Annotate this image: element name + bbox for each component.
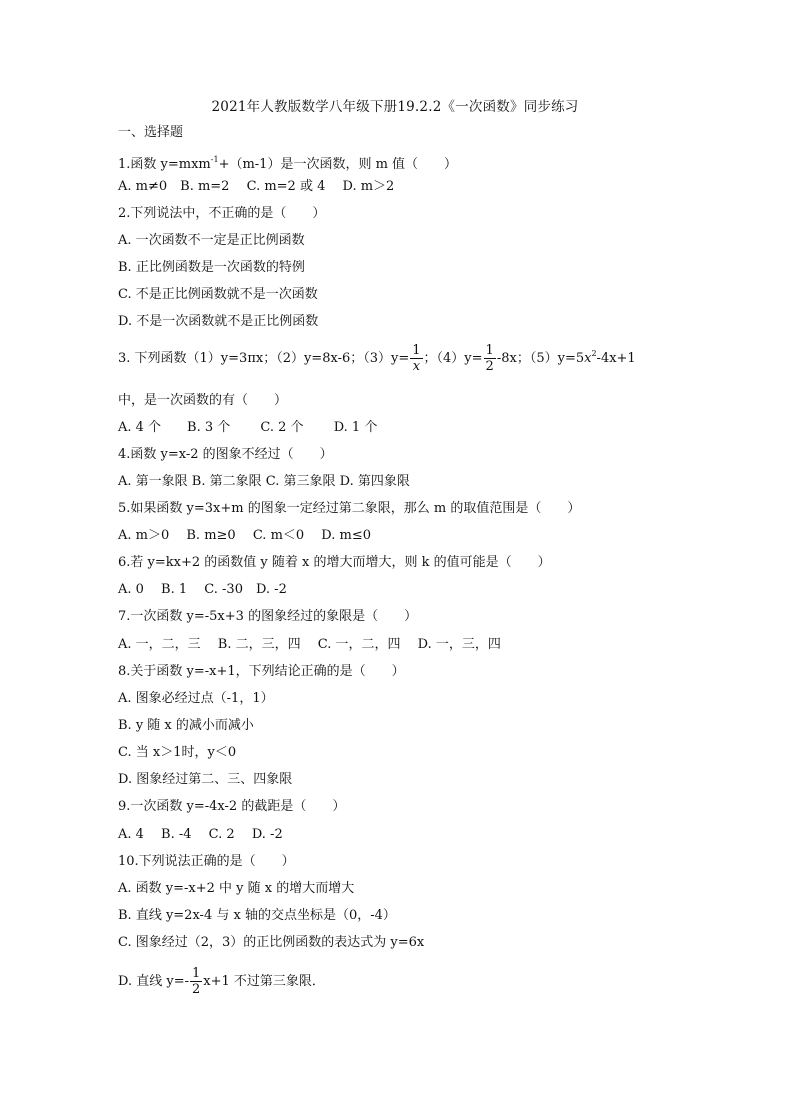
- question-8-option-b: B. y 随 x 的减小而减小: [118, 718, 254, 733]
- question-3: 3. 下列函数（1）y=3πx；（2）y=8x-6；（3）y= $\frac{1}{x}$ ；（4）y= $\frac{1}{2}$ -8x；$(5)y=5x^2-4x+1$: [118, 343, 636, 374]
- question-4-options: A. 第一象限 B. 第二象限 C. 第三象限 D. 第四象限: [118, 474, 410, 489]
- question-7: 7.一次函数 y=-5x+3 的图象经过的象限是（ ）: [118, 609, 418, 624]
- question-10-option-c: C. 图象经过（2，3）的正比例函数的表达式为 y=6x: [118, 935, 425, 950]
- question-8: 8.关于函数 y=-x+1，下列结论正确的是（ ）: [118, 664, 405, 679]
- question-8-option-d: D. 图象经过第二、三、四象限: [118, 772, 293, 787]
- question-2-option-b: B. 正比例函数是一次函数的特例: [118, 260, 305, 275]
- question-10-option-a: A. 函数 y=-x+2 中 y 随 x 的增大而增大: [118, 881, 355, 896]
- page-title: 2021年人教版数学八年级下册19.2.2《一次函数》同步练习: [211, 99, 579, 115]
- question-5-options: A. m＞0 B. m≥0 C. m＜0 D. m≤0: [118, 528, 372, 543]
- question-2: 2.下列说法中，不正确的是（ ）: [118, 206, 326, 221]
- question-9-options: A. 4 B. -4 C. 2 D. -2: [118, 827, 283, 842]
- question-6: 6.若 y=kx+2 的函数值 y 随着 x 的增大而增大，则 k 的值可能是（ ）: [118, 555, 551, 570]
- fraction-1-over-2: $\frac{1}{2}$: [192, 966, 201, 997]
- question-4: 4.函数 y=x-2 的图象不经过（ ）: [118, 447, 333, 462]
- question-7-options: A. 一，二，三 B. 二，三，四 C. 一，二，四 D. 一，三，四: [118, 637, 501, 652]
- question-1-options: A. m≠0 B. m=2 C. m=2 或 4 D. m＞2: [118, 179, 395, 194]
- section-heading: 一、选择题: [118, 125, 184, 140]
- question-10: 10.下列说法正确的是（ ）: [118, 854, 295, 869]
- question-10-option-d: D. 直线 y=- $\frac{1}{2}$ x+1 不过第三象限．: [118, 966, 325, 997]
- question-9: 9.一次函数 y=-4x-2 的截距是（ ）: [118, 799, 346, 814]
- question-3-options: A. 4 个 B. 3 个 C. 2 个 D. 1 个: [118, 420, 378, 435]
- question-8-option-c: C. 当 x＞1时，y＜0: [118, 745, 237, 760]
- question-3-continued: 中，是一次函数的有（ ）: [118, 393, 288, 408]
- question-8-option-a: A. 图象必经过点（-1，1）: [118, 691, 274, 706]
- question-1: 1.函数 y=mxm$^{-1}$+（m-1）是一次函数，则 m 值（ ）: [118, 155, 458, 172]
- question-2-option-c: C. 不是正比例函数就不是一次函数: [118, 287, 318, 302]
- question-10-option-b: B. 直线 y=2x-4 与 x 轴的交点坐标是（0，-4）: [118, 908, 396, 923]
- question-5: 5.如果函数 y=3x+m 的图象一定经过第二象限，那么 m 的取值范围是（ ）: [118, 501, 581, 516]
- fraction-1-over-x: $\frac{1}{x}$: [412, 343, 421, 374]
- question-6-options: A. 0 B. 1 C. -30 D. -2: [118, 582, 287, 597]
- question-2-option-d: D. 不是一次函数就不是正比例函数: [118, 314, 319, 329]
- fraction-1-over-2: $\frac{1}{2}$: [485, 343, 494, 374]
- question-2-option-a: A. 一次函数不一定是正比例函数: [118, 233, 305, 248]
